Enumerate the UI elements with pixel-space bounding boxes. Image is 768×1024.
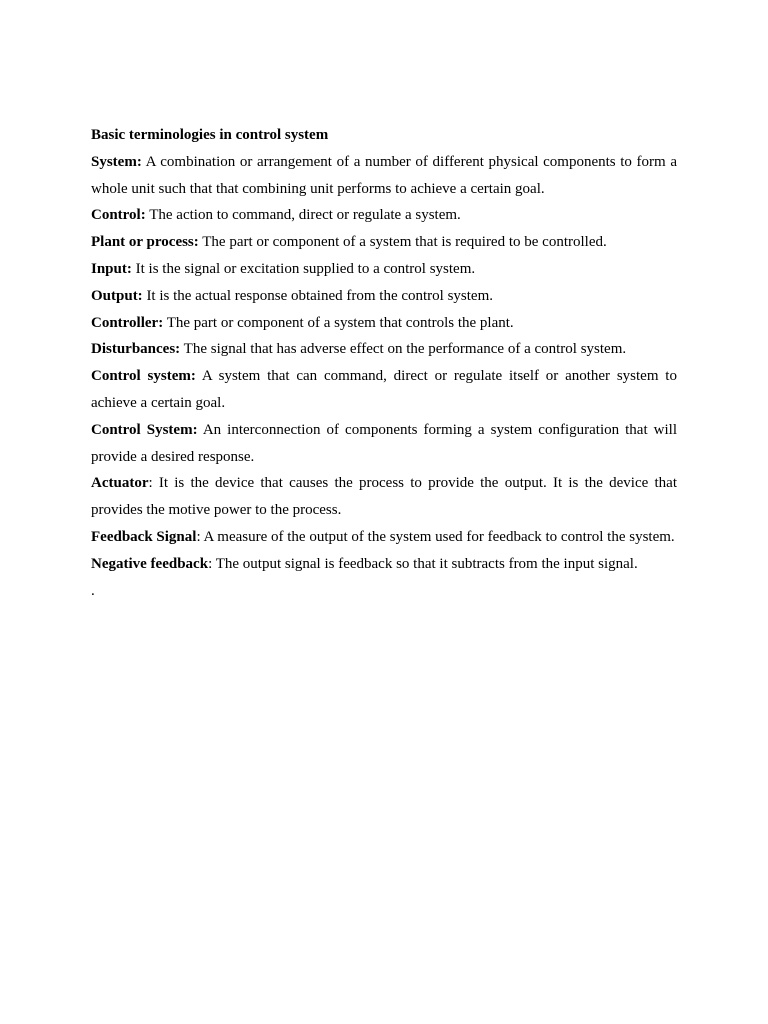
term-definition: An interconnection of components forming a system configuration that will provide a desired response.: [91, 421, 678, 465]
definition-entry-output: [91, 283, 677, 310]
term-label: Control system:: [91, 368, 196, 385]
definition-entry-actuator: [91, 470, 677, 524]
definition-entry-disturbances: [91, 336, 677, 363]
term-label: Disturbances:: [91, 341, 181, 358]
term-definition: A system that can command, direct or regulate itself or another system to achieve a certain goal.: [91, 368, 677, 411]
definition-entry-negative-feedback: [91, 551, 677, 578]
definition-entry-control-system-alt: [91, 417, 677, 471]
definition-entry-plant: [91, 229, 677, 256]
term-definition: It is the signal or excitation supplied to a control system.: [135, 260, 476, 277]
term-label: Negative feedback: [91, 555, 209, 572]
term-definition: The part or component of a system that is required to be controlled.: [202, 234, 607, 251]
term-label: Actuator: [91, 475, 149, 492]
term-label: Feedback Signal: [91, 528, 197, 545]
term-definition: The output signal is feedback so that it subtracts from the input signal.: [215, 555, 638, 572]
term-label: Control System:: [91, 421, 198, 438]
definition-entry-input: [91, 256, 677, 283]
definition-entry-control-system: [91, 363, 677, 417]
definition-entry-feedback-signal: [91, 524, 677, 551]
term-definition: The signal that has adverse effect on the performance of a control system.: [183, 341, 627, 358]
document-title: Basic terminologies in control system: [91, 127, 329, 143]
term-label: Controller:: [91, 314, 164, 331]
term-definition: The part or component of a system that controls the plant.: [166, 314, 514, 331]
term-label: Control:: [91, 207, 146, 224]
term-label: Input:: [91, 260, 132, 277]
term-separator: :: [148, 475, 159, 492]
document-body: [91, 122, 677, 604]
trailing-period: .: [91, 582, 95, 599]
term-definition: The action to command, direct or regulate a system.: [149, 207, 461, 224]
definition-entry-control: [91, 202, 677, 229]
definition-entry-system: [91, 149, 677, 203]
definition-entry-controller: [91, 310, 677, 337]
term-definition: It is the actual response obtained from the control system.: [146, 287, 494, 304]
term-separator: :: [196, 528, 204, 545]
term-label: System:: [91, 153, 142, 170]
term-separator: :: [208, 555, 216, 572]
term-label: Output:: [91, 287, 143, 304]
term-definition: It is the device that causes the process to provide the output. It is the device that provides the motive power to the process.: [91, 475, 677, 519]
term-definition: A combination or arrangement of a number of different physical components to form a whole unit such that that combining unit performs to achieve a certain goal.: [91, 153, 677, 197]
term-label: Plant or process:: [91, 234, 199, 251]
term-definition: A measure of the output of the system used for feedback to control the system.: [203, 528, 675, 545]
